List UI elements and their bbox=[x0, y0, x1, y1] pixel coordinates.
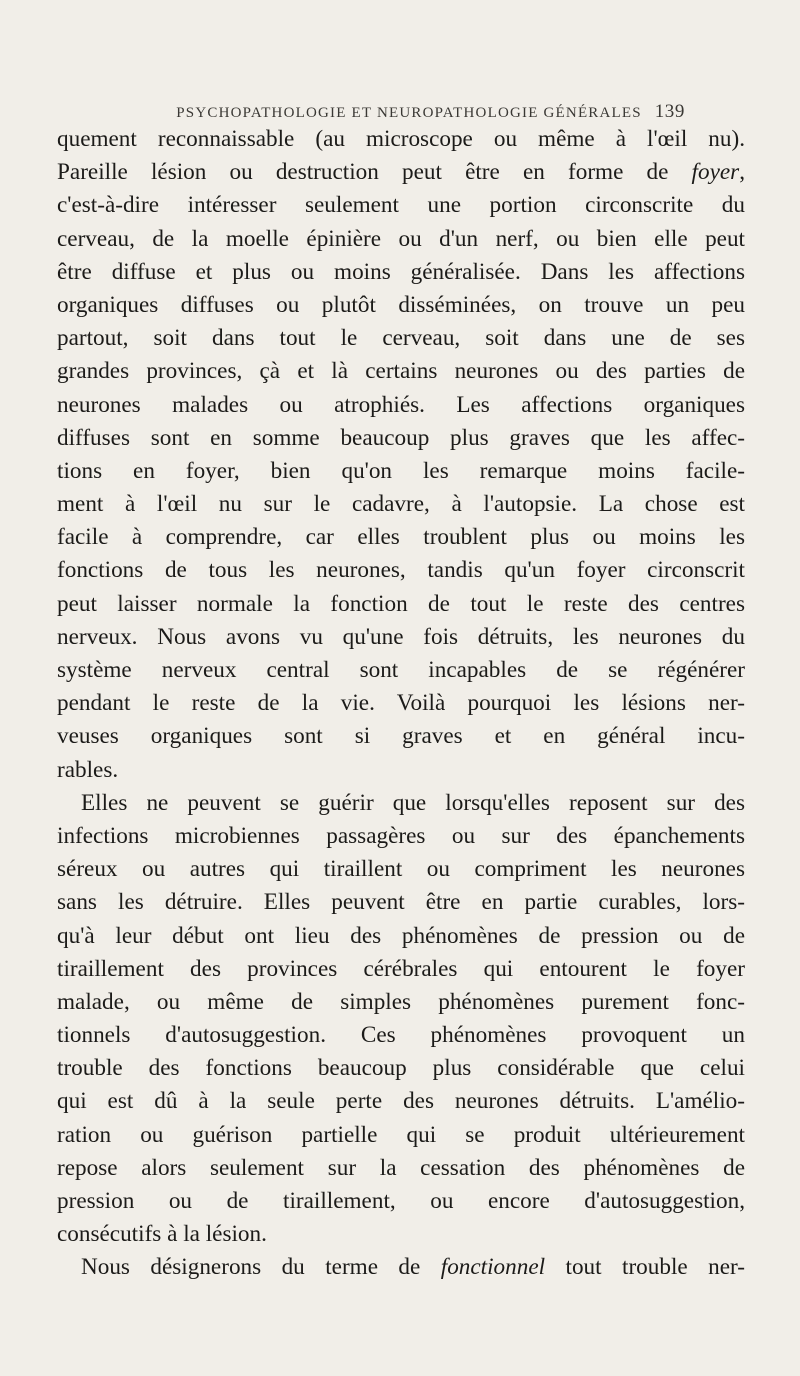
text-segment: diffuses sont en somme beaucoup plus graves que les affec- bbox=[57, 424, 745, 451]
text-line bbox=[57, 720, 745, 753]
text-segment: tionnels d'autosuggestion. Ces phénomènes provoquent un bbox=[57, 1022, 745, 1049]
text-segment: tions en foyer, bien qu'on les remarque moins facile- bbox=[57, 457, 745, 484]
text-segment: tiraillement des provinces cérébrales qui entourent le foyer bbox=[57, 955, 745, 982]
text-line bbox=[57, 687, 745, 720]
text-segment: pendant le reste de la vie. Voilà pourquoi les lésions ner- bbox=[57, 690, 745, 717]
text-line bbox=[57, 554, 745, 587]
text-line bbox=[57, 787, 745, 820]
text-segment: grandes provinces, çà et là certains neurones ou des parties de bbox=[57, 358, 745, 385]
text-segment: qu'à leur début ont lieu des phénomènes de pression ou de bbox=[57, 922, 745, 949]
text-line bbox=[57, 654, 745, 687]
text-segment: malade, ou même de simples phénomènes purement fonc- bbox=[57, 988, 745, 1015]
text-segment: facile à comprendre, car elles troublent plus ou moins les bbox=[57, 524, 745, 551]
text-segment: consécutifs à la lésion. bbox=[57, 1221, 267, 1248]
text-line bbox=[57, 355, 745, 388]
text-segment: nerveux. Nous avons vu qu'une fois détruits, les neurones du bbox=[57, 623, 745, 650]
text-line bbox=[57, 389, 745, 422]
running-title: PSYCHOPATHOLOGIE ET NEUROPATHOLOGIE GÉNÉRALES bbox=[176, 105, 642, 121]
text-line bbox=[57, 289, 745, 322]
text-segment: peut laisser normale la fonction de tout le reste des centres bbox=[57, 590, 745, 617]
text-line bbox=[57, 920, 745, 953]
text-segment: neurones malades ou atrophiés. Les affections organiques bbox=[57, 391, 745, 418]
text-line bbox=[57, 223, 745, 256]
text-segment: système nerveux central sont incapables de se régénérer bbox=[57, 657, 745, 683]
text-segment: , bbox=[739, 159, 745, 186]
page-header bbox=[100, 101, 685, 123]
italic-term: foyer bbox=[691, 159, 740, 186]
text-line bbox=[57, 189, 745, 222]
text-line bbox=[57, 1085, 745, 1118]
text-segment: tout trouble ner- bbox=[545, 1254, 745, 1281]
text-line bbox=[57, 953, 745, 986]
text-line bbox=[57, 521, 745, 554]
text-line bbox=[57, 621, 745, 654]
text-line bbox=[57, 820, 745, 853]
text-segment: séreux ou autres qui tiraillent ou compriment les neurones bbox=[57, 856, 745, 883]
text-segment: c'est-à-dire intéresser seulement une portion circonscrite du bbox=[57, 192, 745, 219]
text-line bbox=[57, 1152, 745, 1185]
text-segment: ration ou guérison partielle qui se produit ultérieurement bbox=[57, 1121, 745, 1148]
text-segment: ment à l'œil nu sur le cadavre, à l'autopsie. La chose est bbox=[57, 491, 745, 518]
text-line bbox=[57, 322, 745, 355]
text-segment: cerveau, de la moelle épinière ou d'un nerf, ou bien elle peut bbox=[57, 225, 745, 252]
text-line bbox=[57, 986, 745, 1019]
text-line bbox=[57, 256, 745, 289]
text-segment: infections microbiennes passagères ou sur des épanchements bbox=[57, 822, 745, 849]
text-line bbox=[57, 123, 745, 156]
text-segment: qui est dû à la seule perte des neurones détruits. L'amélio- bbox=[57, 1088, 745, 1115]
text-line bbox=[57, 455, 745, 488]
text-line bbox=[57, 422, 745, 455]
text-line bbox=[57, 1052, 745, 1085]
text-line bbox=[57, 1251, 745, 1284]
page-number: 139 bbox=[654, 101, 685, 122]
text-segment: fonctions de tous les neurones, tandis qu'un foyer circonscrit bbox=[57, 557, 745, 584]
text-segment: quement reconnaissable (au microscope ou même à l'œil nu). bbox=[57, 126, 745, 152]
text-line bbox=[57, 1019, 745, 1052]
text-line bbox=[57, 588, 745, 621]
text-segment: rables. bbox=[57, 756, 119, 783]
text-line bbox=[57, 754, 745, 787]
text-line bbox=[57, 886, 745, 919]
text-line bbox=[57, 853, 745, 886]
text-segment: Elles ne peuvent se guérir que lorsqu'elles reposent sur des bbox=[81, 789, 745, 816]
text-segment: être diffuse et plus ou moins généralisée. Dans les affections bbox=[57, 258, 745, 285]
text-segment: Nous désignerons du terme de bbox=[81, 1254, 441, 1281]
text-segment: organiques diffuses ou plutôt disséminées, on trouve un peu bbox=[57, 291, 745, 318]
text-segment: trouble des fonctions beaucoup plus considérable que celui bbox=[57, 1055, 745, 1082]
italic-term: fonctionnel bbox=[440, 1254, 546, 1281]
text-segment: sans les détruire. Elles peuvent être en partie curables, lors- bbox=[57, 889, 745, 916]
text-segment: partout, soit dans tout le cerveau, soit dans une de ses bbox=[57, 325, 745, 352]
body-text bbox=[57, 123, 745, 1285]
text-line bbox=[57, 1185, 745, 1218]
text-line bbox=[57, 488, 745, 521]
text-line bbox=[57, 1119, 745, 1152]
text-segment: veuses organiques sont si graves et en général incu- bbox=[57, 723, 745, 750]
text-segment: pression ou de tiraillement, ou encore d'autosuggestion, bbox=[57, 1188, 745, 1214]
text-line bbox=[57, 1218, 745, 1251]
text-segment: Pareille lésion ou destruction peut être en forme de bbox=[57, 159, 692, 186]
text-segment: repose alors seulement sur la cessation des phénomènes de bbox=[57, 1154, 745, 1181]
text-line bbox=[57, 156, 745, 189]
